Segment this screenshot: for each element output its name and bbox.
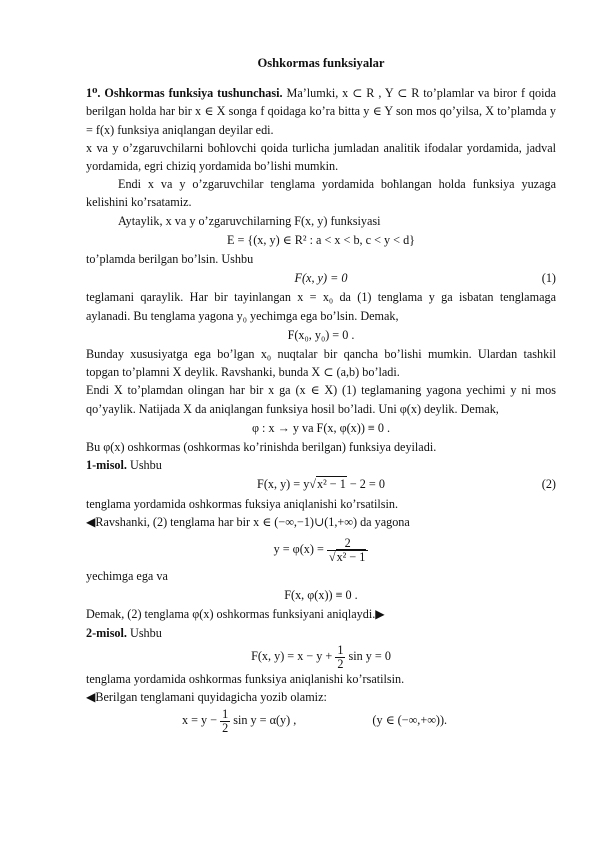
equation-f0: F(x₀, y₀) = 0 . [287,327,355,342]
document-page [86,54,556,734]
equation-f-phi: F(x, φ(x)) ≡ 0 . [284,588,358,603]
example-1-heading: 1-misol. Ushbu [86,458,162,473]
paragraph-function-def: Aytaylik, x va y o’zgaruvchilarning F(x, y) funksiyasi [118,213,381,228]
fraction: $\frac{1}{2}$ [337,642,344,671]
paragraph-equation-intro: Endi x va y o’zgaruvchilar tenglama yordamida boħlangan holda funksiya yuzaga kelishini ko’rsatamiz. [86,177,556,210]
paragraph-solution-exists: yechimga ega va [86,569,168,584]
paragraph-intro: 1⁰. Oshkormas funksiya tushunchasi. Ma’lumki, x ⊂ R , Y ⊂ R to’plamlar va biror f qoida berilgan holda har bir x ∈ X songa f qoidaga ko’ra bitta y ∈ Y son mos qo’yilsa, X to’plamda y = f(x) funksiya aniqlangan deyilar edi. [86,86,556,137]
paragraph-set-x: Bunday xususiyatga ega bo’lgan x₀ nuqtalar bir qancha bo’lishi mumkin. Ulardan tashkil topgan to’plamni X deylik. Ravshanki, bunda X ⊂ (a,b) bo’ladi. [86,347,556,380]
paragraph-rules: x va y o’zgaruvchilarni boħlovchi qoida turlicha jumladan analitik ifodalar yordamida, jadval yordamida, egri chiziq yordamida bo’lishi mumkin. [86,140,556,174]
equation-y-phi: y = φ(x) = $\frac{2}{\text{√x² − 1}}$ [86,532,556,566]
equation-number-1: (1) [541,271,556,286]
equation-4: x = y − $\frac{1}{2}$ sin y = α(y) , (y ∈ (−∞,+∞)). [182,707,448,735]
paragraph-fixed-x: teglamani qaraylik. Har bir tayinlangan x = x₀ da (1) tenglama y ga isbatan tenglamaga aylanadi. Bu tenglama yagona y₀ yechimga ega bo’lsin. Demak, [86,290,556,323]
section-heading: 1⁰. Oshkormas funksiya tushunchasi. [86,86,283,101]
equation-number-2: (2) [541,477,556,492]
fraction: $\frac{2}{\text{√x² − 1}}$ [327,537,369,564]
example-2-heading: 2-misol. Ushbu [86,625,162,640]
page-title: Oshkormas funksiyalar [257,56,385,70]
equation-set-e: E = {(x, y) ∈ R² : a < x < b, c < y < d} [226,232,416,247]
paragraph-example-2-rewrite: ◀Berilgan tenglamani quyidagicha yozib olamiz: [86,690,327,705]
paragraph-implicit-def: Bu φ(x) oshkormas (oshkormas ko’rinishda berilgan) funksiya deyiladi. [86,440,437,455]
paragraph-mapping: Endi X to’plamdan olingan har bir x ga (x ∈ X) (1) teglamaning yagona yechimi y ni mos qo’yaylik. Natijada X da aniqlangan funksiya hosil bo’ladi. Uni φ(x) deylik. Demak, [86,383,556,416]
equation-1: F(x, y) = 0 (1) [86,269,556,287]
equation-3: F(x, y) = x − y + $\frac{1}{2}$ sin y = 0 [251,642,391,671]
paragraph-example-1-task: tenglama yordamida oshkormas fuksiya aniqlanishi ko’rsatilsin. [86,496,399,511]
fraction: $\frac{1}{2}$ [222,707,229,735]
radical: x² − 1 [317,477,346,492]
equation-2: F(x, y) = y√x² − 1 − 2 = 0 (2) [86,475,556,493]
paragraph-example-1-solution: ◀Ravshanki, (2) tenglama har bir x ∈ (−∞,−1)∪(1,+∞) da yagona [86,514,410,529]
equation-phi: φ : x → y va F(x, φ(x)) ≡ 0 . [251,420,391,435]
paragraph-given: to’plamda berilgan bo’lsin. Ushbu [86,252,254,267]
paragraph-conclusion-1: Demak, (2) tenglama φ(x) oshkormas funksiyani aniqlaydi.▶ [86,607,385,622]
paragraph-example-2-task: tenglama yordamida oshkormas funksiya aniqlanishi ko’rsatilsin. [86,671,405,686]
